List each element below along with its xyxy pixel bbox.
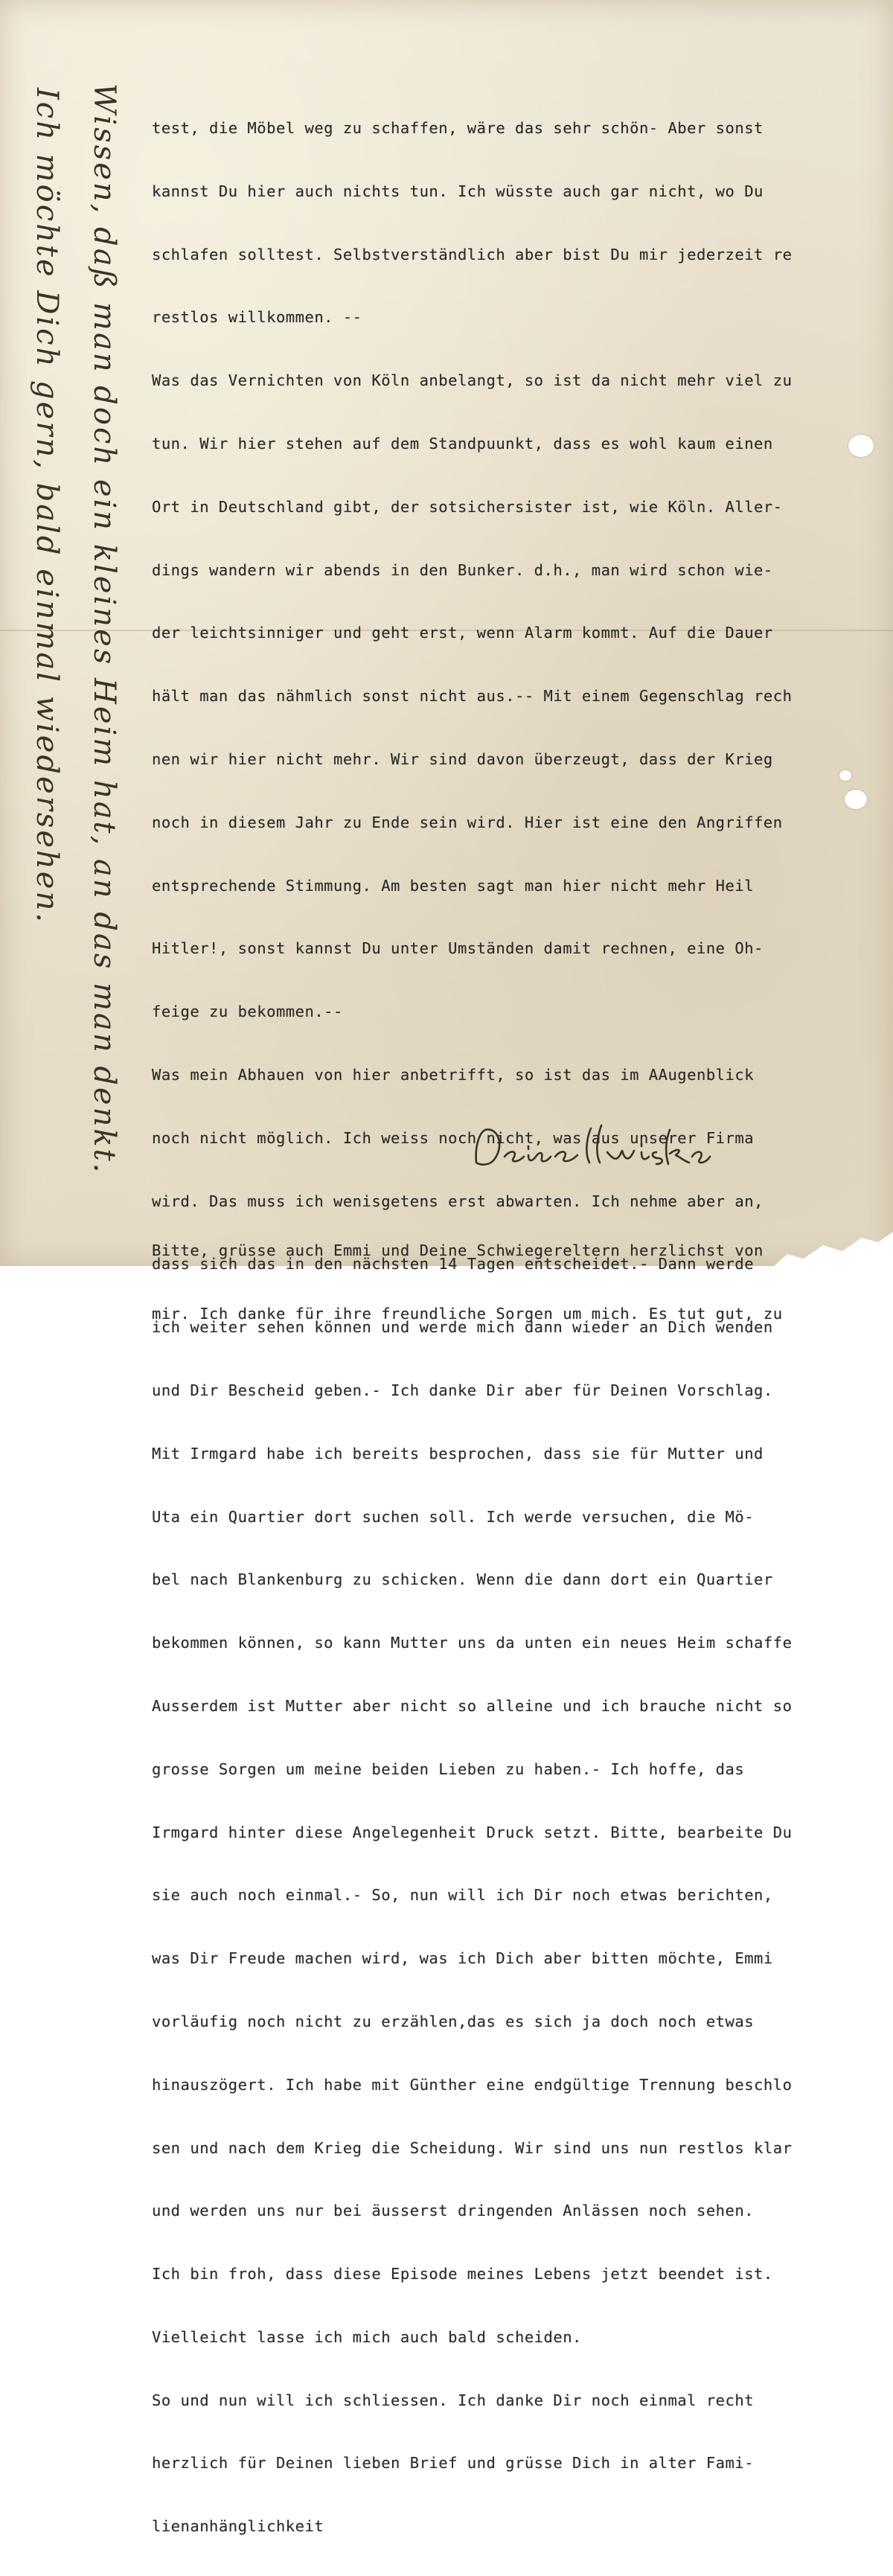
letter-line: noch nicht möglich. Ich weiss noch nicht, was aus unserer Firma: [152, 1128, 755, 1147]
margin-note-outer: Ich möchte Dich gern, bald einmal wiedersehen.: [30, 88, 64, 924]
paper-hole: [848, 435, 874, 457]
letter-line: Hitler!, sonst kannst Du unter Umständen damit rechnen, eine Oh-: [152, 939, 764, 958]
letter-line: So und nun will ich schliessen. Ich danke Dir noch einmal recht: [152, 2391, 755, 2409]
paper-tear: [774, 1232, 893, 1266]
postscript-line: mir. Ich danke für ihre freundliche Sorgen um mich. Es tut gut, zu: [152, 1304, 783, 1323]
paper-hole: [839, 770, 851, 781]
letter-line: test, die Möbel weg zu schaffen, wäre das sehr schön- Aber sonst: [152, 119, 764, 137]
letter-line: restlos willkommen. --: [152, 308, 362, 327]
letter-line: sen und nach dem Krieg die Scheidung. Wir sind uns nun restlos klar: [152, 2138, 793, 2157]
letter-line: Was das Vernichten von Köln anbelangt, so ist da nicht mehr viel zu: [152, 371, 793, 390]
letter-line: entsprechende Stimmung. Am besten sagt man hier nicht mehr Heil: [152, 876, 755, 895]
letter-line: tun. Wir hier stehen auf dem Standpuunkt, dass es wohl kaum einen: [152, 434, 773, 453]
letter-line: sie auch noch einmal.- So, nun will ich Dir noch etwas berichten,: [152, 1886, 773, 1905]
letter-line: herzlich für Deinen lieben Brief und grüsse Dich in alter Fami-: [152, 2454, 755, 2473]
letter-line: Mit Irmgard habe ich bereits besprochen, dass sie für Mutter und: [152, 1444, 764, 1463]
letter-line: lienanhänglichkeit: [152, 2517, 324, 2536]
letter-line: und Dir Bescheid geben.- Ich danke Dir aber für Deinen Vorschlag.: [152, 1381, 773, 1399]
letter-line: noch in diesem Jahr zu Ende sein wird. Hier ist eine den Angriffen: [152, 813, 783, 831]
paper-hole: [845, 790, 867, 809]
letter-line: hinauszögert. Ich habe mit Günther eine endgültige Trennung beschlo: [152, 2075, 793, 2094]
letter-line: hält man das nähmlich sonst nicht aus.-- Mit einem Gegenschlag rech: [152, 687, 793, 706]
letter-line: dass sich das in den nächsten 14 Tagen entscheidet.- Dann werde: [152, 1255, 755, 1273]
letter-line: Ich bin froh, dass diese Episode meines Lebens jetzt beendet ist.: [152, 2265, 773, 2283]
letter-line: bel nach Blankenburg zu schicken. Wenn die dann dort ein Quartier: [152, 1570, 773, 1589]
letter-line: und werden uns nur bei äusserst dringenden Anlässen noch sehen.: [152, 2202, 755, 2220]
letter-line: nen wir hier nicht mehr. Wir sind davon überzeugt, dass der Krieg: [152, 750, 773, 768]
letter-line: bekommen können, so kann Mutter uns da unten ein neues Heim schaffe: [152, 1634, 793, 1652]
letter-line: Ausserdem ist Mutter aber nicht so alleine und ich brauche nicht so: [152, 1696, 793, 1715]
letter-line: dings wandern wir abends in den Bunker. d.h., man wird schon wie-: [152, 560, 773, 579]
letter-line: Ort in Deutschland gibt, der sotsichersister ist, wie Köln. Aller-: [152, 497, 783, 516]
letter-line: wird. Das muss ich wenisgetens erst abwarten. Ich nehme aber an,: [152, 1192, 764, 1210]
letter-line: kannst Du hier auch nichts tun. Ich wüsste auch gar nicht, wo Du: [152, 182, 764, 200]
letter-line: feige zu bekommen.--: [152, 1003, 343, 1021]
letter-line: Vielleicht lasse ich mich auch bald scheiden.: [152, 2327, 582, 2346]
letter-line: vorläufig noch nicht zu erzählen,das es sich ja doch noch etwas: [152, 2012, 755, 2030]
letter-line: Uta ein Quartier dort suchen soll. Ich werde versuchen, die Mö-: [152, 1507, 755, 1526]
letter-line: Irmgard hinter diese Angelegenheit Druck setzt. Bitte, bearbeite Du: [152, 1823, 793, 1841]
letter-line: der leichtsinniger und geht erst, wenn Alarm kommt. Auf die Dauer: [152, 624, 773, 642]
margin-note-inner: Wissen, daß man doch ein kleines Heim hat, an das man denkt.: [87, 83, 121, 1175]
letter-line: schlafen solltest. Selbstverständlich aber bist Du mir jederzeit re: [152, 245, 793, 263]
handwritten-signature: [469, 1116, 714, 1183]
postscript-line: Bitte, grüsse auch Emmi und Deine Schwiegereltern herzlichst von: [152, 1241, 764, 1259]
postscript: [152, 1201, 889, 1364]
letter-line: grosse Sorgen um meine beiden Lieben zu haben.- Ich hoffe, das: [152, 1760, 745, 1778]
letter-line: ich weiter sehen können und werde mich dann wieder an Dich wenden: [152, 1318, 773, 1337]
letter-line: Was mein Abhauen von hier anbetrifft, so ist das im AAugenblick: [152, 1065, 755, 1084]
letter-line: was Dir Freude machen wird, was ich Dich aber bitten möchte, Emmi: [152, 1949, 773, 1968]
